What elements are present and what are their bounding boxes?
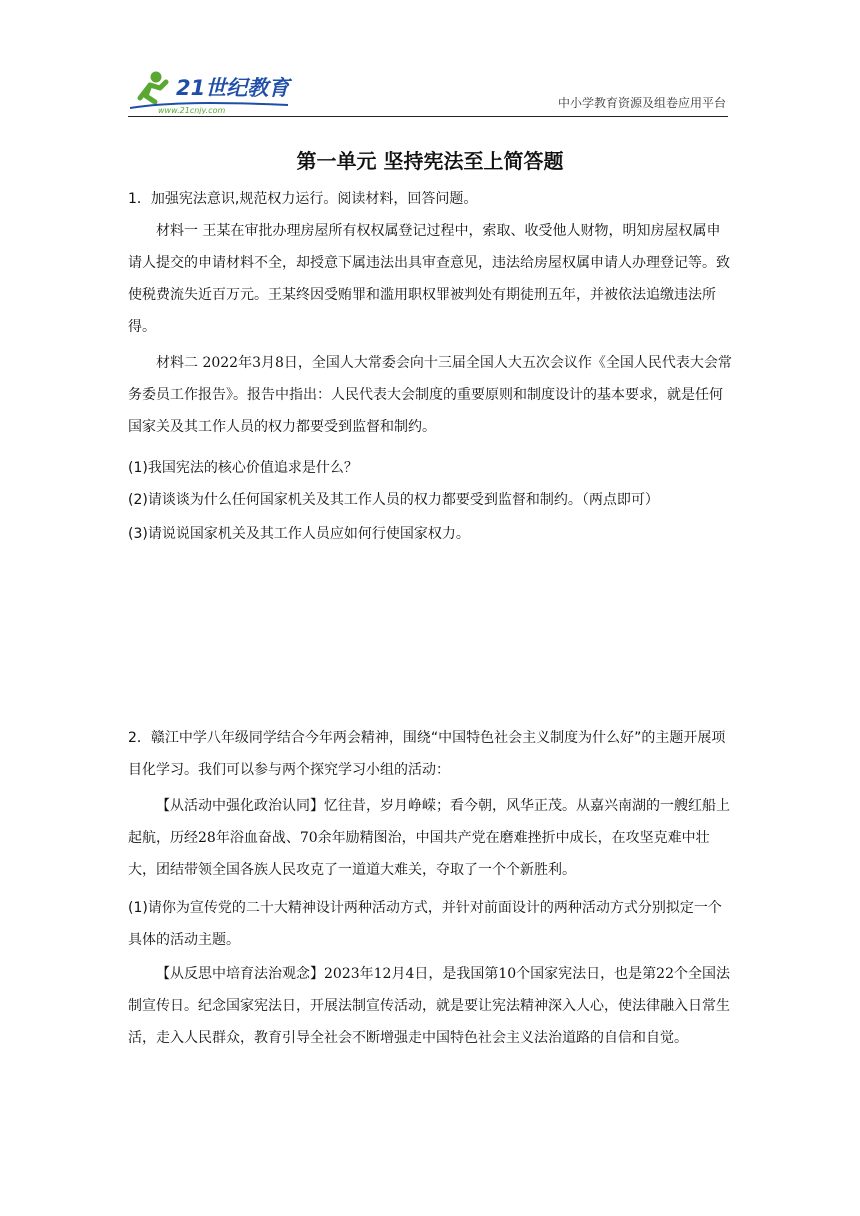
q1-subquestion-3: (3)请说说国家机关及其工作人员应如何行使国家权力。 [128,526,470,542]
q1-subquestion-2: (2)请谈谈为什么任何国家机关及其工作人员的权力都要受到监督和制约。（两点即可） [128,492,659,508]
q2-subquestion-1: (1)请你为宣传党的二十大精神设计两种活动方式，并针对前面设计的两种活动方式分别拟定一个具体的活动主题。 [128,900,722,948]
page-title: 第一单元 坚持宪法至上简答题 [296,149,564,173]
q2-activity-2: 【从反思中培育法治观念】2023年12月4日，是我国第10个国家宪法日，也是第22个全国法制宣传日。纪念国家宪法日，开展法制宣传活动，就是要让宪法精神深入人心，使法律融入日常生活，走入人民群众，教育引导全社会不断增强走中国特色社会主义法治道路的自信和自觉。 [128,966,730,1046]
site-logo[interactable] [128,68,298,114]
q1-material-1: 材料一 王某在审批办理房屋所有权权属登记过程中，索取、收受他人财物，明知房屋权属申请人提交的申请材料不全，却授意下属违法出具审查意见，违法给房屋权属申请人办理登记等。致使税费流失近百万元。王某终因受贿罪和滥用职权罪被判处有期徒刑五年，并被依法追缴违法所得。 [128,223,730,335]
q2-stem: 2．赣江中学八年级同学结合今年两会精神，围绕“中国特色社会主义制度为什么好”的主题开展项目化学习。我们可以参与两个探究学习小组的活动： [128,730,726,778]
logo-main-text: 21世纪教育 [176,76,290,100]
page-header [128,66,728,117]
logo-url-text: www.21cnjy.com [158,106,226,114]
q1-stem: 1．加强宪法意识,规范权力运行。阅读材料，回答问题。 [128,191,478,207]
q2-activity-1: 【从活动中强化政治认同】忆往昔，岁月峥嵘；看今朝，风华正茂。从嘉兴南湖的一艘红船上起航，历经28年浴血奋战、70余年励精图治，中国共产党在磨难挫折中成长，在攻坚克难中壮大，团结带领全国各族人民攻克了一道道大难关，夺取了一个个新胜利。 [128,798,730,878]
q1-subquestion-1: (1)我国宪法的核心价值追求是什么？ [128,460,358,476]
runner-logo-icon [128,68,298,114]
platform-tagline: 中小学教育资源及组卷应用平台 [557,96,726,110]
q1-material-2: 材料二 2022年3月8日，全国人大常委会向十三届全国人大五次会议作《全国人民代表大会常务委员工作报告》。报告中指出：人民代表大会制度的重要原则和制度设计的基本要求，就是任何国家关及其工作人员的权力都要受到监督和制约。 [128,355,732,435]
